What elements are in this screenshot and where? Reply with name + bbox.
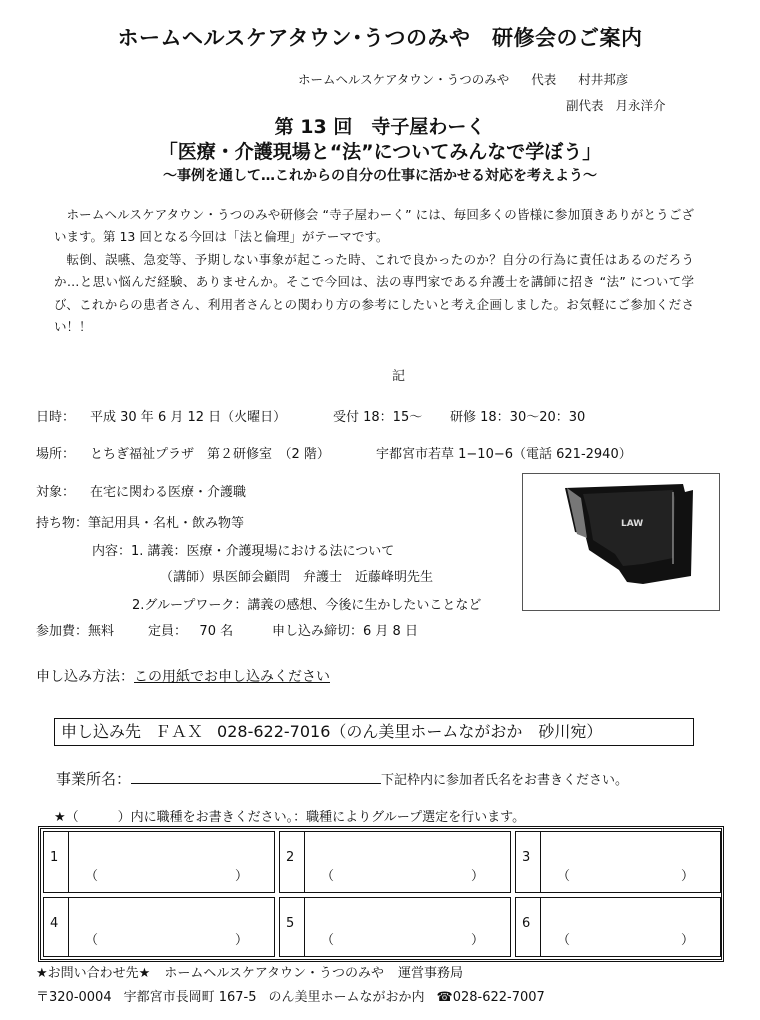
place-label: 場所： — [36, 447, 76, 462]
name-field[interactable] — [68, 832, 274, 892]
capacity-value: 70 名 — [199, 624, 234, 639]
occupation-close: ） — [680, 869, 694, 884]
office-label: 事業所名： — [56, 770, 132, 788]
occupation-open: （ — [557, 933, 571, 948]
address-line — [36, 986, 557, 1005]
participant-cell[interactable] — [279, 831, 511, 893]
date-value: 平成 30 年 6 月 12 日（火曜日） — [90, 410, 287, 425]
office-note: 下記枠内に参加者氏名をお書きください。 — [381, 773, 629, 788]
name-field[interactable] — [540, 898, 720, 956]
name-field[interactable] — [304, 898, 510, 956]
cell-number: 2 — [286, 850, 295, 865]
vice-name: 月永洋介 — [615, 98, 666, 113]
event-subtitle: 「医療・介護現場と“法”についてみんなで学ぼう」 — [158, 141, 602, 163]
content-label: 内容： — [92, 544, 132, 559]
contact-org: ホームヘルスケアタウン・うつのみや — [164, 966, 385, 981]
page-title: ホームヘルスケアタウン･うつのみや 研修会のご案内 — [117, 26, 643, 50]
participant-cell[interactable] — [43, 897, 275, 957]
office-row — [56, 768, 628, 789]
law-book-photo — [522, 473, 720, 611]
content-item-1: 1. 講義：医療・介護現場における法について — [131, 544, 395, 559]
occupation-open: （ — [85, 869, 99, 884]
items-value: 筆記用具・名札・飲み物等 — [88, 516, 245, 531]
contact-label: ★お問い合わせ先★ — [36, 966, 151, 981]
method-value: この用紙でお申し込みください — [134, 669, 330, 685]
event-title: 第 13 回 寺子屋わーく — [274, 116, 486, 138]
items-label: 持ち物： — [36, 516, 89, 531]
facility: のん美里ホームながおか内 — [268, 990, 425, 1005]
fax-destination-box — [54, 718, 694, 746]
occupation-note: ★（ ）内に職種をお書きください。：職種によりグループ選定を行います。 — [54, 810, 526, 825]
fee-value: 無料 — [88, 624, 115, 639]
address: 宇都宮市長岡町 167-5 — [123, 990, 257, 1005]
photo-label: LAW — [621, 519, 644, 529]
name-field[interactable] — [68, 898, 274, 956]
occupation-close: ） — [470, 869, 484, 884]
deadline: 申し込み締切：6 月 8 日 — [272, 624, 418, 639]
date-row — [36, 406, 286, 425]
participant-cell[interactable] — [279, 897, 511, 957]
participant-cell[interactable] — [43, 831, 275, 893]
items-row — [36, 512, 244, 531]
fee-label: 参加費： — [36, 624, 89, 639]
contact-office: 運営事務局 — [398, 966, 464, 981]
occupation-open: （ — [321, 933, 335, 948]
intro-paragraph-1: ホームヘルスケアタウン・うつのみや研修会 “寺子屋わーく” には、毎回多くの皆様に参加頂きありがとうございます。第 13 回となる今回は「法と倫理」がテーマです。 — [54, 207, 694, 245]
contact-line — [36, 962, 477, 981]
intro-paragraph-2: 転倒、誤嚥、急変等、予期しない事象が起こった時、これで良かったのか？自分の行為に責任はあるのだろうか…と思い悩んだ経験、ありませんか。そこで今回は、法の専門家である弁護士を講師に招き “法” について学び、これからの患者さん、利用者さんとの関わり方の参考にしたいと考え企画しました。お気軽にご参加ください！！ — [54, 251, 694, 335]
date-label: 日時： — [36, 410, 76, 425]
participant-cell[interactable] — [515, 897, 721, 957]
cell-number: 4 — [50, 916, 59, 931]
organizer-line — [298, 70, 628, 88]
place-value: とちぎ福祉プラザ 第２研修室 （2 階） — [90, 447, 330, 462]
org-name: ホームヘルスケアタウン・うつのみや — [298, 72, 510, 87]
cell-number: 3 — [522, 850, 531, 865]
training-time: 研修 18：30〜20：30 — [450, 410, 586, 425]
occupation-close: ） — [470, 933, 484, 948]
name-field[interactable] — [540, 832, 720, 892]
ki-mark: 記 — [392, 369, 406, 384]
phone: ☎028-622-7007 — [436, 990, 545, 1005]
occupation-open: （ — [557, 869, 571, 884]
capacity-row — [148, 620, 233, 639]
target-row — [36, 481, 246, 500]
capacity-label: 定員： — [148, 624, 188, 639]
method-row — [36, 666, 330, 686]
cell-number: 1 — [50, 850, 59, 865]
target-value: 在宅に関わる医療・介護職 — [90, 485, 247, 500]
fee-row — [36, 620, 114, 639]
rep-name: 村井邦彦 — [578, 72, 629, 87]
cell-number: 6 — [522, 916, 531, 931]
rep-label: 代表 — [531, 72, 557, 87]
occupation-open: （ — [85, 933, 99, 948]
participant-grid — [38, 826, 724, 962]
law-book-icon — [523, 474, 719, 610]
name-field[interactable] — [304, 832, 510, 892]
place-address: 宇都宮市若草 1−10−6（電話 621-2940） — [376, 447, 632, 462]
office-name-field[interactable] — [131, 769, 381, 784]
reception-time: 受付 18：15〜 — [333, 410, 423, 425]
content-item-2: 2.グループワーク：講義の感想、今後に生かしたいことなど — [132, 598, 482, 613]
destination-label: 申し込み先 — [61, 722, 142, 741]
content-row — [92, 540, 394, 559]
event-tagline: 〜事例を通して…これからの自分の仕事に活かせる対応を考えよう〜 — [163, 168, 597, 184]
place-row — [36, 443, 330, 462]
method-label: 申し込み方法： — [36, 669, 134, 685]
participant-cell[interactable] — [515, 831, 721, 893]
lecturer-line: （講師）県医師会顧問 弁護士 近藤峰明先生 — [160, 570, 434, 585]
cell-number: 5 — [286, 916, 295, 931]
fax-label: ＦＡＸ — [155, 722, 204, 741]
occupation-close: ） — [234, 933, 248, 948]
occupation-open: （ — [321, 869, 335, 884]
vice-label: 副代表 — [566, 98, 604, 113]
target-label: 対象： — [36, 485, 76, 500]
fax-recipient: （のん美里ホームながおか 砂川宛） — [330, 722, 603, 741]
occupation-close: ） — [234, 869, 248, 884]
intro-text — [54, 204, 694, 338]
fax-number: 028-622-7016 — [217, 722, 331, 741]
postal-code: 〒320-0004 — [36, 990, 112, 1005]
occupation-close: ） — [680, 933, 694, 948]
